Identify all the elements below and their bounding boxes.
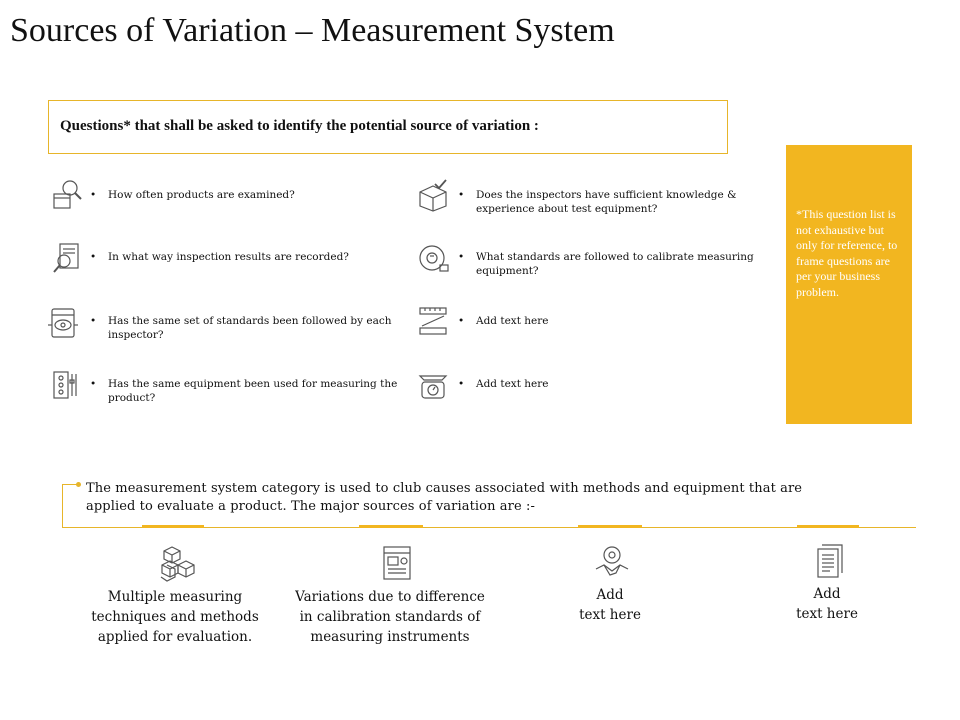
list-item: • In what way inspection results are recorded? bbox=[90, 251, 349, 263]
magnifier-box-icon bbox=[50, 178, 84, 212]
cubes-icon bbox=[158, 543, 198, 583]
list-item: • Add text here bbox=[458, 315, 549, 327]
rulers-icon bbox=[416, 304, 450, 338]
accent-segment bbox=[797, 525, 859, 528]
weighing-scale-icon bbox=[416, 368, 450, 402]
list-item: • How often products are examined? bbox=[90, 189, 295, 201]
accent-segment bbox=[359, 525, 423, 528]
source-label: Add text here bbox=[796, 586, 858, 622]
source-label: Add text here bbox=[579, 587, 641, 623]
document-icon bbox=[808, 543, 848, 583]
checked-box-icon bbox=[416, 178, 450, 212]
questions-heading: Questions* that shall be asked to identify the potential source of variation : bbox=[60, 118, 539, 134]
list-item: • Has the same equipment been used for measuring the product? bbox=[90, 378, 398, 404]
list-item: • Has the same set of standards been followed by each inspector? bbox=[90, 315, 392, 341]
measuring-tape-icon bbox=[416, 241, 450, 275]
eye-screen-icon bbox=[46, 306, 80, 340]
description-dot bbox=[76, 482, 81, 487]
page-title: Sources of Variation – Measurement System bbox=[10, 12, 615, 49]
accent-segment bbox=[578, 525, 642, 528]
source-label: Variations due to difference in calibration standards of measuring instruments bbox=[295, 589, 485, 645]
handshake-gear-icon bbox=[592, 543, 632, 583]
list-item: • Add text here bbox=[458, 378, 549, 390]
accent-segment bbox=[142, 525, 204, 528]
control-panel-icon bbox=[48, 368, 82, 402]
document-magnifier-icon bbox=[50, 241, 84, 275]
disclaimer-note: *This question list is not exhaustive but only for reference, to frame questions are per your business problem. bbox=[786, 145, 912, 424]
list-item: • What standards are followed to calibrate measuring equipment? bbox=[458, 251, 754, 277]
list-item: • Does the inspectors have sufficient knowledge & experience about test equipment? bbox=[458, 189, 737, 215]
description-text: The measurement system category is used to club causes associated with methods and equipment that are applied to evaluate a product. The major sources of variation are :- bbox=[86, 481, 803, 514]
source-label: Multiple measuring techniques and methods applied for evaluation. bbox=[91, 589, 259, 645]
instrument-panel-icon bbox=[378, 543, 418, 583]
